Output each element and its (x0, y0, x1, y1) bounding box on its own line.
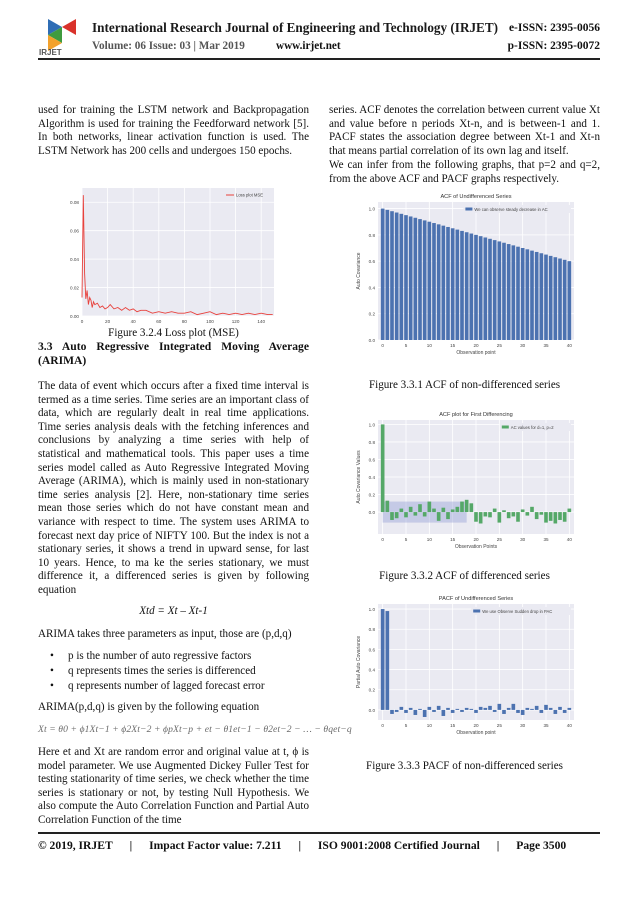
legend-label: We can observe steady decrease in AC (474, 206, 548, 212)
x-tick-label: 30 (520, 343, 526, 348)
x-tick-label: 40 (566, 723, 572, 728)
bar (526, 249, 530, 340)
chart-title: ACF of Undifferenced Series (440, 194, 512, 200)
x-tick-label: 0 (381, 723, 384, 728)
bar (474, 512, 478, 522)
bar (451, 228, 455, 340)
y-tick-label: 0.8 (368, 232, 375, 238)
bar (498, 241, 502, 340)
bar (400, 707, 404, 710)
bar (418, 504, 422, 512)
acf-differenced-chart (352, 408, 580, 556)
bar (437, 706, 441, 710)
bar (442, 508, 446, 512)
bar (526, 708, 530, 710)
x-tick-label: 10 (426, 537, 432, 542)
bar (386, 501, 390, 512)
bar (516, 512, 520, 522)
legend-swatch (502, 426, 509, 429)
y-tick-label: 0.0 (368, 707, 375, 713)
x-tick-label: 15 (450, 537, 456, 542)
bar (554, 257, 558, 340)
bar (418, 709, 422, 710)
bar (516, 710, 520, 713)
y-tick-label: 0.06 (70, 228, 79, 234)
x-tick-label: 80 (181, 319, 187, 324)
x-tick-label: 30 (520, 723, 526, 728)
eissn: e-ISSN: 2395-0056 (508, 22, 600, 34)
journal-title: International Research Journal of Engineering and Technology (IRJET) (92, 20, 499, 35)
x-tick-label: 140 (257, 319, 266, 324)
x-axis-label: Observation point (456, 350, 496, 356)
x-tick-label: 5 (404, 537, 408, 542)
bar (568, 261, 572, 340)
footer-iso: ISO 9001:2008 Certified Journal (317, 839, 480, 852)
bar (451, 509, 455, 512)
y-tick-label: 0.6 (368, 457, 375, 463)
bar (409, 507, 413, 512)
bar (456, 507, 460, 512)
footer-rule (38, 832, 600, 834)
legend-swatch (473, 610, 480, 613)
bar (568, 708, 572, 710)
bar (554, 710, 558, 714)
bar (470, 234, 474, 340)
footer-separator: | (129, 839, 133, 852)
x-tick-label: 0 (381, 537, 384, 542)
left-paragraph-4: ARIMA(p,d,q) is given by the following equation (38, 701, 260, 713)
x-tick-label: 100 (206, 319, 214, 324)
bar (409, 216, 413, 340)
x-tick-label: 25 (496, 343, 502, 348)
x-tick-label: 10 (426, 343, 432, 348)
acf-undifferenced-chart (352, 190, 580, 362)
bar (498, 704, 502, 710)
bar (400, 509, 404, 513)
x-tick-label: 60 (156, 319, 162, 324)
bar (428, 502, 432, 513)
x-tick-label: 0 (381, 343, 384, 348)
x-tick-label: 5 (404, 343, 408, 348)
bar (400, 214, 404, 340)
x-tick-label: 35 (543, 343, 549, 348)
bar (488, 239, 492, 340)
bar (437, 224, 441, 340)
y-tick-label: 0.4 (368, 667, 375, 673)
bar (502, 243, 506, 340)
y-tick-label: 0.4 (368, 475, 375, 480)
y-tick-label: 0.0 (368, 510, 375, 516)
bar (498, 512, 502, 523)
bar (432, 223, 436, 340)
bar (456, 709, 460, 710)
bar (488, 706, 492, 710)
legend-label: AC values for d=1, p=2 (510, 424, 554, 430)
bar (446, 512, 450, 519)
bar (493, 509, 497, 513)
y-tick-label: 0.6 (368, 259, 375, 265)
y-axis-label: Auto Covariance (356, 252, 362, 290)
bar (526, 512, 530, 516)
y-axis-label: Partial Auto Covariance (356, 635, 362, 689)
left-paragraph-1: used for training the LSTM network and Backpropagation Algorithm is used for training the Feedforward network [5]. In both networks, linear activation function is used. The LSTM Network has 200 cells and undergoes 150 epochs. (38, 104, 309, 157)
bar (568, 509, 572, 513)
pacf-undifferenced-chart (352, 592, 580, 742)
left-paragraph-2: The data of event which occurs after a fixed time interval is termed as a time series. Time series are an important class of data, which are regularly dealt in real time applications. Time series analysis deals with the fetching inferences and conclusions by analyzing a time series with help of statistical and mathematical tools. This paper uses a time series model called as Auto Regressive Integrated Moving Average (ARIMA), which is mainly used in non-stationary time series analysis [2]. Here, non-stationary time series mean those series which do not have constant mean and variance with respect to time. The system uses ARIMA to forecast next day price of NIFTY 100. But the index is not a stationary series, it shows a trend in upward sense, for last 10 years. Hence, to ma ke the series stationary, we must difference it, a differenced series is given by following equation (38, 380, 309, 596)
bar (479, 707, 483, 710)
section-heading: 3.3 Auto Regressive Integrated Moving Average (ARIMA) (38, 340, 309, 367)
y-tick-label: 0.2 (368, 311, 375, 317)
bar (521, 509, 525, 512)
page-footer (38, 839, 600, 852)
bar (395, 213, 399, 340)
plot-area (82, 188, 274, 316)
y-tick-label: 1.0 (368, 206, 375, 212)
right-paragraph-1: series. ACF denotes the correlation between current value Xt and value before n periods Xt-n, and is between-1 and 1. PACF states the association degree between Xt-1 and Xt-n that means partial correlation of its own lag and itself. (329, 104, 600, 157)
bar (442, 710, 446, 716)
x-tick-label: 40 (566, 343, 572, 348)
bar (521, 248, 525, 340)
bar (404, 512, 408, 517)
list-item: • p is the number of auto regressive factors (68, 649, 309, 664)
bar (540, 512, 544, 515)
y-tick-label: 0.04 (70, 257, 79, 263)
bar (530, 251, 534, 340)
x-axis-label: Observation Points (454, 544, 498, 550)
bar (414, 512, 418, 516)
bar (540, 710, 544, 713)
bar (484, 708, 488, 710)
x-tick-label: 120 (231, 319, 240, 324)
footer-impact: Impact Factor value: 7.211 (149, 839, 282, 852)
bar (563, 260, 567, 340)
bar (535, 706, 539, 710)
x-tick-label: 0 (80, 319, 84, 324)
bar (460, 710, 464, 712)
bar (530, 507, 534, 512)
bar (409, 708, 413, 710)
bar (381, 609, 385, 710)
bar (428, 707, 432, 710)
bar (446, 227, 450, 340)
bar (395, 512, 399, 518)
bar (390, 710, 394, 714)
bar (418, 219, 422, 340)
bar (381, 209, 385, 340)
bar (423, 710, 427, 717)
bar (451, 710, 455, 713)
bar (484, 512, 488, 516)
x-tick-label: 15 (450, 723, 456, 728)
bar (460, 231, 464, 340)
pissn: p-ISSN: 2395-0072 (507, 40, 600, 52)
bar (512, 512, 516, 516)
fig4-caption: Figure 3.3.3 PACF of non-differenced series (366, 760, 563, 772)
bar (474, 710, 478, 713)
bar (390, 211, 394, 340)
footer-separator: | (298, 839, 301, 852)
x-axis-label: Observation point (456, 730, 496, 736)
bar (558, 512, 562, 520)
bar (386, 611, 390, 710)
bar (442, 226, 446, 340)
bar (488, 512, 492, 517)
y-tick-label: 0.08 (70, 200, 79, 206)
bar (558, 259, 562, 340)
bar (428, 222, 432, 340)
y-axis-label: Auto Covariance Values (356, 450, 362, 504)
bar (535, 252, 539, 340)
bar (521, 710, 525, 715)
volume-issue: Volume: 06 Issue: 03 | Mar 2019 (92, 40, 245, 52)
x-tick-label: 5 (404, 723, 408, 728)
x-tick-label: 20 (105, 319, 111, 324)
fig1-caption: Figure 3.2.4 Loss plot (MSE) (108, 327, 239, 339)
x-tick-label: 20 (473, 537, 479, 542)
difference-equation: Xtd = Xt – Xt-1 (139, 605, 208, 617)
legend-label: Loss plot MSE (236, 192, 263, 198)
bar (507, 244, 511, 340)
list-item: • q represents times the series is differenced (68, 664, 309, 679)
bar (493, 240, 497, 340)
x-tick-label: 15 (450, 343, 456, 348)
bar (479, 512, 483, 523)
bar (465, 708, 469, 710)
arima-formula: Xt = θ0 + ϕ1Xt−1 + ϕ2Xt−2 + ϕpXt−p + et − θ1et−1 − θ2et−2 − … − θqet−q (38, 724, 352, 735)
bar (456, 230, 460, 340)
bar (484, 237, 488, 340)
bar (414, 218, 418, 340)
bar (512, 704, 516, 710)
bar (549, 512, 553, 521)
bar (558, 707, 562, 710)
x-tick-label: 25 (496, 723, 502, 728)
bar (549, 708, 553, 710)
chart-title: PACF of Undifferenced Series (438, 596, 514, 602)
x-tick-label: 35 (543, 723, 549, 728)
y-tick-label: 0.6 (368, 647, 375, 653)
legend-label: We use Observe Sudden drop in PAC (482, 608, 553, 614)
y-tick-label: 1.0 (368, 607, 375, 613)
y-tick-label: 0.2 (368, 687, 375, 693)
y-tick-label: 0.02 (70, 285, 79, 291)
y-tick-label: 0.0 (368, 338, 375, 343)
bar (423, 220, 427, 340)
x-tick-label: 35 (543, 537, 549, 542)
bar (381, 424, 385, 512)
x-tick-label: 25 (496, 537, 502, 542)
bar (446, 708, 450, 710)
bar (544, 512, 548, 523)
bar (386, 210, 390, 340)
website-link[interactable]: www.irjet.net (276, 40, 341, 52)
left-paragraph-5: Here et and Xt are random error and original value at t, ϕ is model parameter. We use Augmented Dickey Fuller Test for testing stationarity of time series, we check whether the time series is stationary or not, by testing Null Hypothesis. We also compute the Auto Correlation Function and Partial Auto Correlation Function of the time (38, 746, 309, 826)
parameter-list (38, 649, 309, 694)
y-tick-label: 0.8 (368, 627, 375, 633)
bar (549, 256, 553, 340)
bar (530, 709, 534, 710)
bar (493, 710, 497, 712)
bar (465, 500, 469, 512)
bar (516, 247, 520, 340)
bar (479, 236, 483, 340)
bar (502, 510, 506, 512)
bar (404, 710, 408, 713)
bar (437, 512, 441, 521)
list-item: • q represents number of lagged forecast error (68, 679, 309, 694)
bar (460, 502, 464, 513)
y-tick-label: 0.4 (368, 285, 375, 291)
bar (432, 710, 436, 712)
chart-title: ACF plot for First Differencing (439, 412, 513, 418)
bar (563, 512, 567, 522)
footer-page-number: Page 3500 (516, 839, 567, 852)
footer-separator: | (496, 839, 500, 852)
x-tick-label: 10 (426, 723, 432, 728)
bar (432, 509, 436, 513)
bar (563, 710, 567, 713)
x-tick-label: 40 (566, 537, 572, 542)
y-tick-label: 0.00 (70, 314, 79, 319)
bar (502, 710, 506, 714)
bar (544, 705, 548, 710)
bar (540, 253, 544, 340)
x-tick-label: 20 (473, 343, 479, 348)
x-tick-label: 30 (520, 537, 526, 542)
bar (395, 710, 399, 712)
bar (470, 709, 474, 710)
bar (423, 512, 427, 516)
bar (390, 512, 394, 520)
bar (507, 512, 511, 518)
bar (414, 710, 418, 715)
legend-swatch (465, 208, 472, 211)
bar (404, 215, 408, 340)
x-tick-label: 40 (130, 319, 136, 324)
left-paragraph-3: ARIMA takes three parameters as input, those are (p,d,q) (38, 628, 292, 640)
fig3-caption: Figure 3.3.2 ACF of differenced series (379, 570, 550, 582)
right-paragraph-2: We can infer from the following graphs, that p=2 and q=2, from the above ACF and PACF graphs respectively. (329, 159, 600, 185)
bar (470, 503, 474, 512)
y-tick-label: 0.8 (368, 439, 375, 445)
y-tick-label: 0.2 (368, 492, 375, 498)
bar (474, 235, 478, 340)
y-tick-label: 1.0 (368, 422, 375, 428)
x-tick-label: 20 (473, 723, 479, 728)
bar (512, 245, 516, 340)
bar (507, 708, 511, 710)
fig2-caption: Figure 3.3.1 ACF of non-differenced series (368, 379, 561, 391)
bar (554, 512, 558, 523)
footer-copyright: © 2019, IRJET (38, 839, 113, 852)
bar (544, 255, 548, 340)
logo-wordmark: IRJET (39, 48, 62, 57)
header-rule (38, 58, 600, 60)
bar (465, 232, 469, 340)
loss-plot-chart (60, 180, 280, 330)
bar (535, 512, 539, 519)
